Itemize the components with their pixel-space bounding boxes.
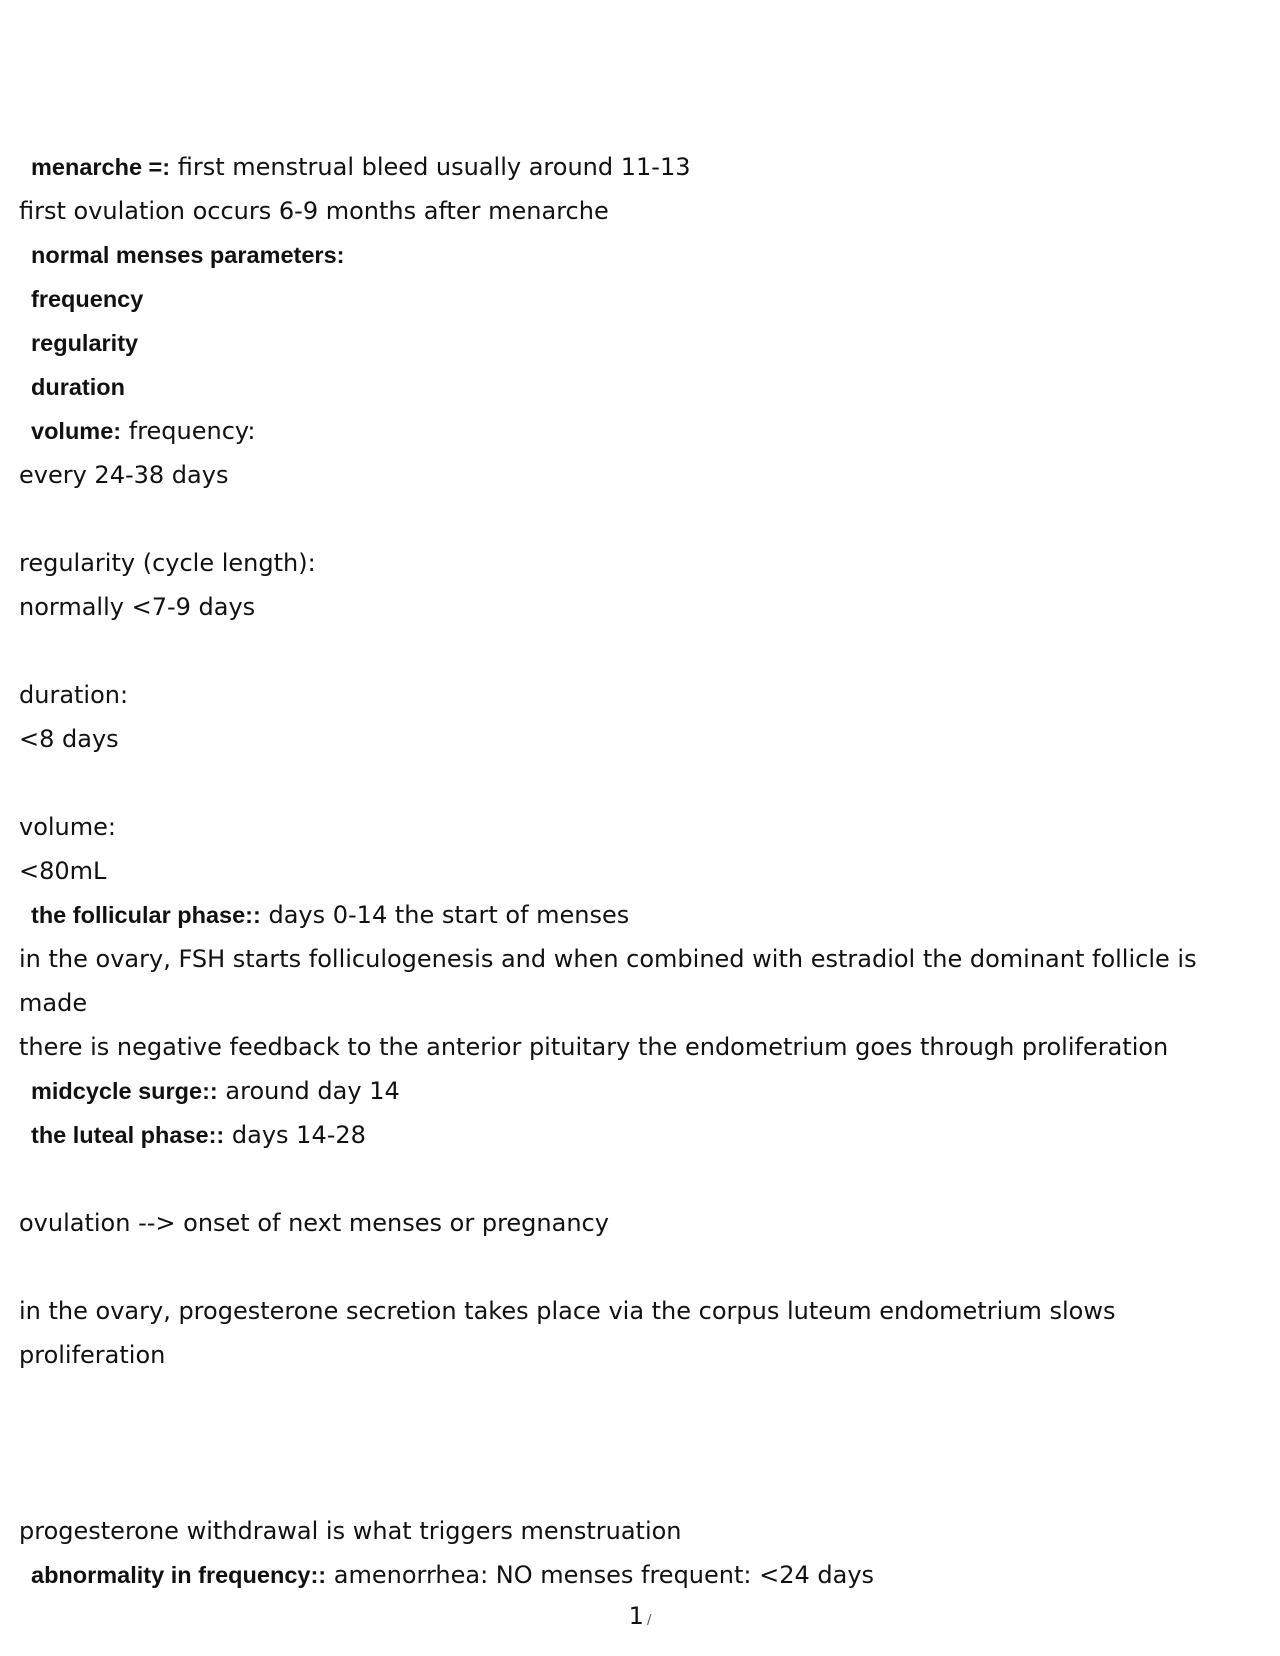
param-frequency: frequency — [31, 286, 144, 312]
volume-label: volume: — [31, 418, 122, 444]
abnormality-text: amenorrhea: NO menses frequent: <24 days — [333, 1561, 875, 1589]
duration-heading-line: duration: — [19, 681, 129, 709]
param-frequency-line — [19, 277, 1259, 321]
abnormality-line — [19, 1553, 1259, 1597]
abnormality-label: abnormality in frequency:: — [31, 1562, 327, 1588]
follicular-line — [19, 893, 1259, 937]
blank-line — [19, 629, 1259, 673]
page-number: 1 — [628, 1602, 644, 1630]
params-heading: normal menses parameters: — [31, 242, 345, 268]
first-ovulation-line: first ovulation occurs 6-9 months after menarche — [19, 197, 609, 225]
luteal-text: days 14-28 — [231, 1121, 366, 1149]
page-separator: / — [646, 1613, 652, 1628]
luteal-label: the luteal phase:: — [31, 1122, 225, 1148]
luteal-ovulation-line: ovulation --> onset of next menses or pregnancy — [19, 1209, 609, 1237]
param-duration: duration — [31, 374, 125, 400]
luteal-line — [19, 1113, 1259, 1157]
volume-heading-line: volume: — [19, 813, 116, 841]
volume-inline-text: frequency: — [128, 417, 256, 445]
menarche-label: menarche =: — [31, 154, 171, 180]
luteal-ovary-line: in the ovary, progesterone secretion takes place via the corpus luteum endometrium slows proliferation — [19, 1297, 1116, 1369]
regularity-heading-line: regularity (cycle length): — [19, 549, 316, 577]
page-footer — [0, 1601, 1280, 1636]
follicular-feedback-line: there is negative feedback to the anterior pituitary the endometrium goes through proliferation — [19, 1033, 1169, 1061]
blank-space — [19, 1377, 1259, 1509]
document-page — [19, 145, 1259, 1597]
withdrawal-line: progesterone withdrawal is what triggers menstruation — [19, 1517, 682, 1545]
param-regularity: regularity — [31, 330, 139, 356]
param-duration-line — [19, 365, 1259, 409]
param-regularity-line — [19, 321, 1259, 365]
frequency-value-line: every 24-38 days — [19, 461, 229, 489]
midcycle-line — [19, 1069, 1259, 1113]
menarche-text: first menstrual bleed usually around 11-13 — [177, 153, 691, 181]
follicular-text: days 0-14 the start of menses — [268, 901, 630, 929]
regularity-value-line: normally <7-9 days — [19, 593, 256, 621]
blank-line — [19, 761, 1259, 805]
params-heading-line — [19, 233, 1259, 277]
midcycle-text: around day 14 — [225, 1077, 400, 1105]
blank-line — [19, 1157, 1259, 1201]
volume-value-line: <80mL — [19, 857, 107, 885]
menarche-line — [19, 145, 1259, 189]
midcycle-label: midcycle surge:: — [31, 1078, 218, 1104]
blank-line — [19, 1245, 1259, 1289]
follicular-ovary-line: in the ovary, FSH starts folliculogenesis and when combined with estradiol the dominant follicle is made — [19, 945, 1197, 1017]
duration-value-line: <8 days — [19, 725, 119, 753]
volume-line — [19, 409, 1259, 453]
blank-line — [19, 497, 1259, 541]
follicular-label: the follicular phase:: — [31, 902, 261, 928]
